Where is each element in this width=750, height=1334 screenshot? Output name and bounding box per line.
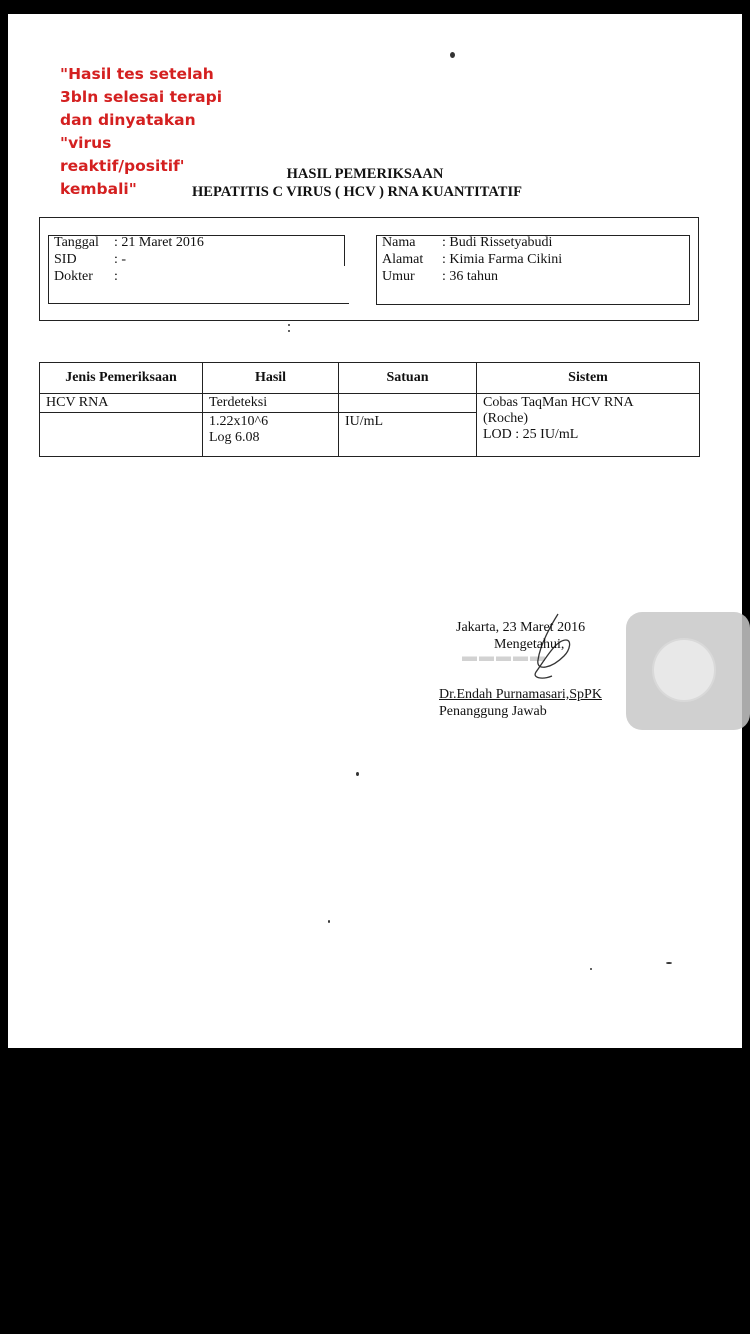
stamp-mark: ▬▬▬▬▬: [462, 648, 547, 665]
cell-sistem: [477, 394, 700, 457]
cell-hasil: [203, 413, 339, 457]
assistive-touch-icon: [654, 640, 714, 700]
results-table: [39, 362, 700, 457]
sid-row: [54, 251, 204, 268]
speck: [328, 920, 330, 923]
speck: [450, 52, 455, 58]
header-jenis: Jenis Pemeriksaan: [40, 363, 203, 394]
umur-row: [382, 268, 562, 285]
cell-satuan: IU/mL: [339, 413, 477, 457]
signature-role: Penanggung Jawab: [439, 704, 547, 719]
dokter-row: [54, 268, 204, 285]
tanggal-value: : 21 Maret 2016: [114, 235, 204, 250]
header-sistem: Sistem: [477, 363, 700, 394]
sid-value: : -: [114, 252, 127, 267]
header-satuan: Satuan: [339, 363, 477, 394]
cell-jenis: HCV RNA: [40, 394, 203, 413]
cell-satuan: [339, 394, 477, 413]
sistem-line: LOD : 25 IU/mL: [483, 427, 579, 442]
signature-acknowledged: Mengetahui,: [494, 637, 565, 652]
patient-info-left: [54, 234, 204, 285]
dokter-label: Dokter: [54, 269, 93, 284]
nama-label: Nama: [382, 235, 416, 250]
patient-info-right: [382, 234, 562, 285]
tanggal-label: Tanggal: [54, 235, 99, 250]
speck: [666, 962, 672, 964]
table-header-row: [40, 363, 700, 394]
nama-row: [382, 234, 562, 251]
signature-city-date: Jakarta, 23 Maret 2016: [456, 620, 586, 635]
cell-jenis: [40, 413, 203, 457]
header-hasil: Hasil: [203, 363, 339, 394]
speck: [288, 330, 290, 332]
table-row: [40, 394, 700, 413]
sistem-line: Cobas TaqMan HCV RNA: [483, 395, 634, 410]
alamat-value: : Kimia Farma Cikini: [442, 252, 563, 267]
sistem-line: (Roche): [483, 411, 529, 426]
annotation-text: "Hasil tes setelah 3bln selesai terapi dan dinyatakan "virus reaktif/positif' kembali": [60, 65, 223, 198]
document-page: [8, 14, 742, 1048]
document-subtitle: HEPATITIS C VIRUS ( HCV ) RNA KUANTITATIF: [192, 184, 522, 200]
signature-name: Dr.Endah Purnamasari,SpPK: [439, 687, 602, 702]
sid-label: SID: [54, 252, 77, 267]
tanggal-row: [54, 234, 204, 251]
nama-value: : Budi Rissetyabudi: [442, 235, 553, 250]
speck: [590, 968, 592, 970]
dokter-value: :: [114, 269, 118, 284]
umur-label: Umur: [382, 269, 415, 284]
alamat-label: Alamat: [382, 252, 424, 267]
cell-hasil: Terdeteksi: [203, 394, 339, 413]
hasil-value: 1.22x10^6: [209, 414, 269, 429]
hasil-log: Log 6.08: [209, 430, 260, 445]
umur-value: : 36 tahun: [442, 269, 498, 284]
speck: [356, 772, 359, 776]
speck: [288, 324, 290, 326]
alamat-row: [382, 251, 562, 268]
assistive-touch-button[interactable]: [626, 612, 750, 730]
document-title: HASIL PEMERIKSAAN: [286, 166, 444, 182]
